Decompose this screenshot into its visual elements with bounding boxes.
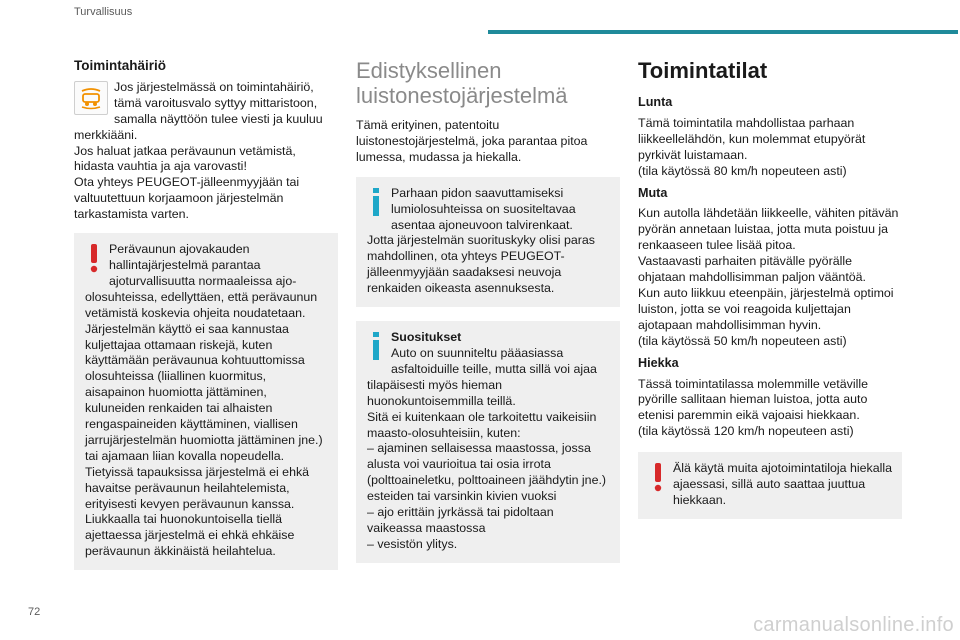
mode-line: Kun auto liikkuu eteenpäin, järjestelmä optimoi luiston, jotta se voi reagoida kuljettajan ajotapaan mahdollisimman hyvin. — [638, 285, 894, 332]
mode-line: (tila käytössä 50 km/h nopeuteen asti) — [638, 333, 847, 348]
traction-control-heading: Edistyksellinen luistonestojärjestelmä — [356, 58, 568, 108]
column-traction-control — [356, 58, 620, 563]
warning-line: Liukkaalla tai huonokuntoisella tiellä ajettaessa järjestelmä ei ehkä ehkäise perävaunun äkkinäistä heilahtelua. — [85, 512, 295, 559]
info-line: – ajaminen sellaisessa maastossa, jossa alusta voi vaurioitua tai osia irrota (polttoaineletku, polttoaineen jäähdytin jne.) esteiden tai varsinkin kivien vuoksi — [367, 441, 607, 504]
header-accent-bar — [488, 30, 958, 34]
info-icon — [369, 331, 383, 361]
info-line: Sitä ei kuitenkaan ole tarkoitettu vaikeisiin maasto-olosuhteisiin, kuten: — [367, 409, 597, 440]
mode-mud-title: Muta — [638, 185, 668, 200]
column-malfunction — [74, 58, 338, 570]
mode-line: Tässä toimintatilassa molemmille vetäville pyörille sallitaan hieman luistoa, jotta auto etenisi paremmin eikä vajoaisi hiekkaan. — [638, 376, 868, 423]
operating-modes-heading: Toimintatilat — [638, 58, 768, 83]
malfunction-line: Ota yhteys PEUGEOT-jälleenmyyjään tai valtuutettuun korjaamoon järjestelmän tarkastamista varten. — [74, 175, 300, 222]
info-box-winter-tyres — [356, 177, 620, 307]
exclamation-warning-icon — [87, 243, 101, 273]
info-line: – ajo erittäin jyrkässä tai pidoltaan vaikeassa maastossa — [367, 505, 554, 535]
info-icon — [369, 187, 383, 217]
malfunction-line: Jos järjestelmässä on toimintahäiriö, tämä varoitusvalo syttyy mittaristoon, samalla näyttöön tulee viesti ja kuuluu merkkiääni. — [74, 79, 323, 142]
malfunction-line: Jos haluat jatkaa perävaunun vetämistä, hidasta vauhtia ja aja varovasti! — [74, 143, 296, 174]
warning-line: Perävaunun ajovakauden hallintajärjestelmä parantaa ajoturvallisuutta normaaleissa ajo-olosuhteissa, edellyttäen, että perävaunun vetämistä koskevia ohjeita noudatetaan. — [85, 242, 318, 320]
page-number: 72 — [28, 606, 41, 618]
info-line: – vesistön ylitys. — [367, 536, 458, 551]
section-title: Turvallisuus — [74, 6, 133, 18]
trailer-sway-warning-icon — [74, 81, 108, 115]
mode-line: Kun autolla lähdetään liikkeelle, vähiten pitävän pyörän annetaan luistaa, jotta muta poistuu ja renkaaseen tulee lisää pitoa. — [638, 206, 899, 253]
malfunction-heading: Toimintahäiriö — [74, 58, 167, 73]
sand-warning-box — [638, 452, 902, 519]
column-operating-modes — [638, 58, 902, 519]
info-line: Jotta järjestelmän suorituskyky olisi paras mahdollinen, ota yhteys PEUGEOT-jälleenmyyjään saadaksesi neuvoja renkaiden oikeasta asennuksesta. — [367, 233, 595, 296]
malfunction-text — [74, 80, 338, 223]
info-line: Auto on suunniteltu pääasiassa asfaltoiduille teille, mutta sillä voi ajaa tilapäisesti myös hieman huonokuntoisemmilla teillä. — [367, 345, 597, 408]
warning-box — [74, 233, 338, 570]
recommendations-title: Suositukset — [391, 330, 462, 345]
mode-snow-title: Lunta — [638, 95, 673, 109]
watermark-text: carmanualsonline.info — [753, 614, 954, 636]
traction-control-intro: Tämä erityinen, patentoitu luistonestojärjestelmä, joka parantaa pitoa lumessa, mudassa ja hiekalla. — [356, 118, 588, 164]
mode-line: (tila käytössä 120 km/h nopeuteen asti) — [638, 424, 854, 439]
info-line: Parhaan pidon saavuttamiseksi lumiolosuhteissa on suositeltavaa asentaa ajoneuvoon talvirenkaat. — [391, 185, 576, 232]
mode-sand-title: Hiekka — [638, 355, 679, 370]
info-box-recommendations — [356, 321, 620, 563]
warning-line: Älä käytä muita ajotoimintatiloja hiekalla ajaessasi, sillä auto saattaa juuttua hiekkaan. — [673, 461, 893, 507]
exclamation-warning-icon — [651, 462, 665, 492]
mode-line: Vastaavasti parhaiten pitävälle pyörälle ohjataan mahdollisimman paljon vääntöä. — [638, 254, 866, 285]
warning-line: Tietyissä tapauksissa järjestelmä ei ehkä havaitse perävaunun heilahtelemista, erityisesti kevyen perävaunun kanssa. — [85, 464, 310, 511]
mode-line: Tämä toimintatila mahdollistaa parhaan liikkeellelähdön, kun molemmat etupyörät pyrkivät luistamaan. — [638, 115, 866, 162]
warning-line: Järjestelmän käyttö ei saa kannustaa kuljettajaa ottamaan riskejä, kuten käyttämään perävaunua kohtuuttomissa olosuhteissa (liiallinen kuormitus, aisapainon huomiotta jättäminen, kuluneiden renkaiden tai alhaisten rengaspaineiden käyttäminen, viallisen jarrujärjestelmän huomiotta jättäminen jne.) tai ajamaan liian kovalla nopeudella. — [85, 321, 323, 463]
mode-line: (tila käytössä 80 km/h nopeuteen asti) — [638, 163, 847, 178]
